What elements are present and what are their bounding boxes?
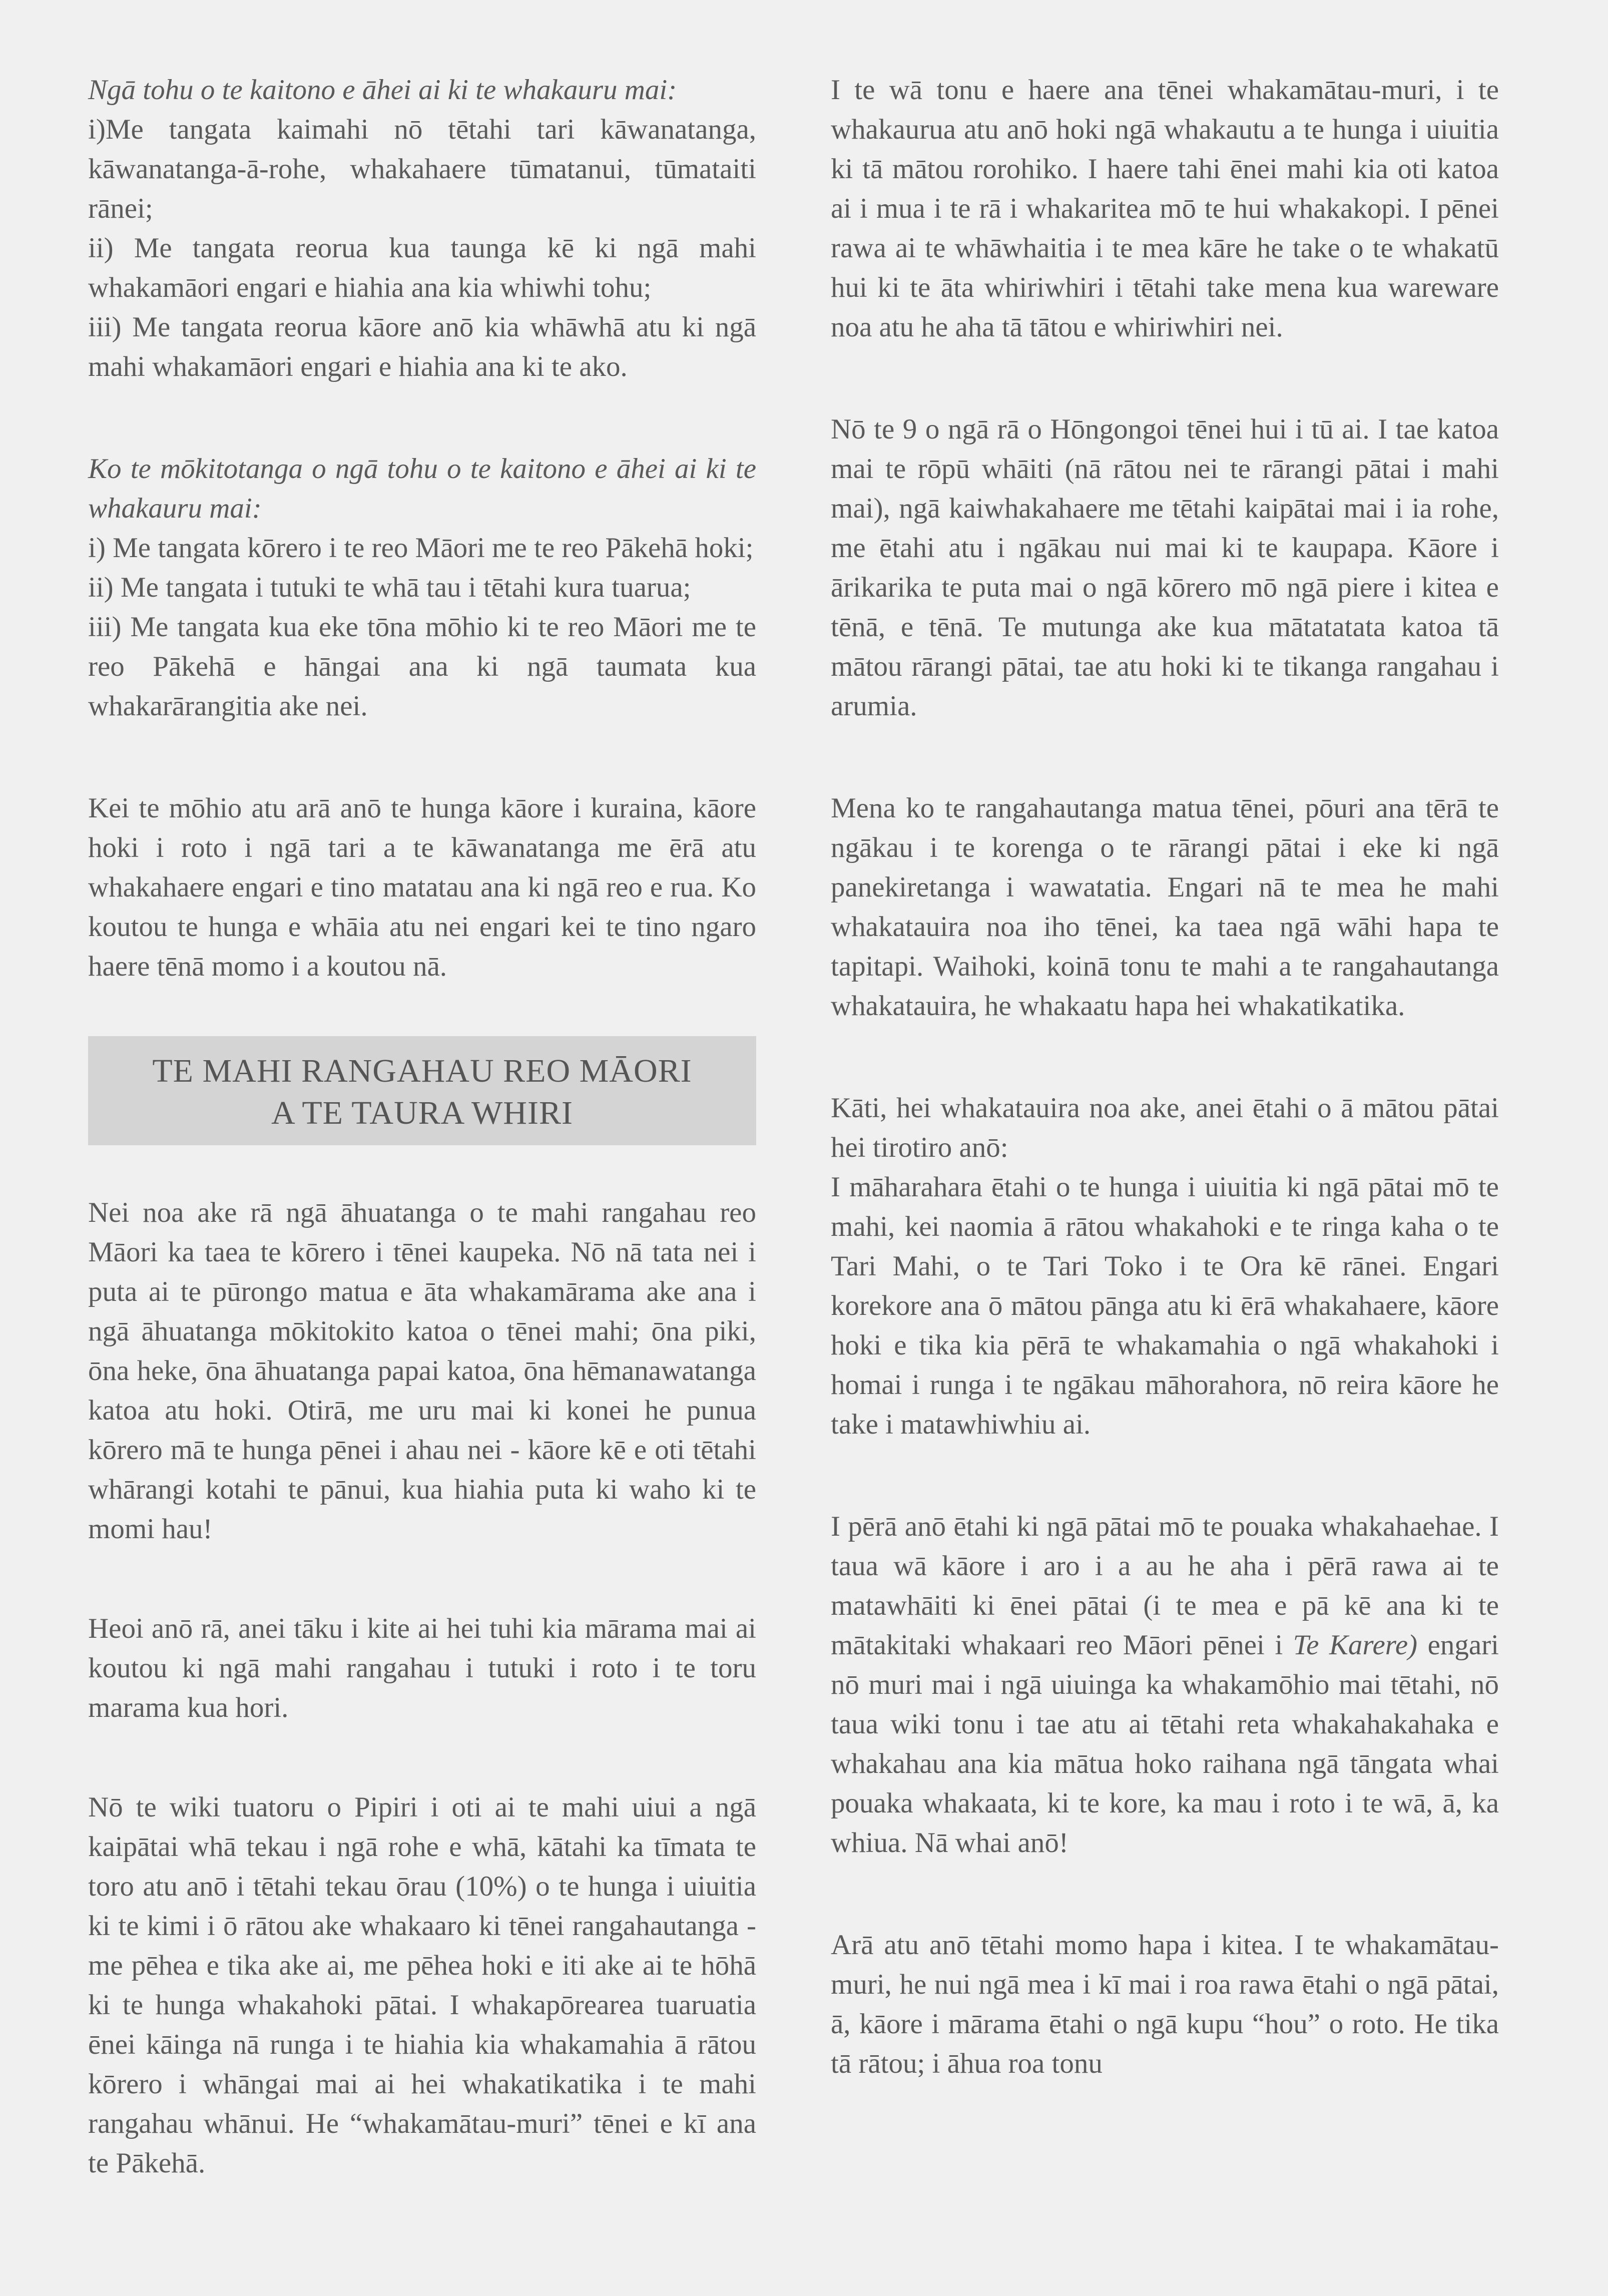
paragraph-text: engari nō muri mai i ngā uiuinga ka whakamōhio mai tētahi, nō taua wiki tonu i tae atu ai tētahi reta whakahakahaka e whakahau ana kia mātua hoko raihana ngā tāngata whai pouaka whakaata, ki te kore, ka mau i roto i te wā, ā, ka whiua. Nā whai anō! xyxy=(831,1629,1499,1859)
detailed-criteria-heading: Ko te mōkitotanga o ngā tohu o te kaitono e āhei ai ki te whakauru mai: xyxy=(88,453,756,524)
criteria-item-3: iii) Me tangata reorua kāore anō kia whāwhā atu ki ngā mahi whakamāori engari e hiahia ana ki te ako. xyxy=(88,311,756,382)
section-heading xyxy=(88,1036,756,1145)
paragraph: Kei te mōhio atu arā anō te hunga kāore i kuraina, kāore hoki i roto i ngā tari a te kāwanatanga me ērā atu whakahaere engari e tino matatau ana ki ngā reo e rua. Ko koutou te hunga e whāia atu nei engari kei te tino ngaro haere tēnā momo i a koutou nā. xyxy=(88,792,756,982)
paragraph: Arā atu anō tētahi momo hapa i kitea. I te whakamātau-muri, he nui ngā mea i kī mai i roa rawa ētahi o ngā pātai, ā, kāore i mārama ētahi o ngā kupu “hou” o roto. He tika tā rātou; i āhua roa tonu xyxy=(831,1929,1499,2079)
section-heading-line-1: TE MAHI RANGAHAU REO MĀORI xyxy=(152,1053,692,1089)
paragraph: I te wā tonu e haere ana tēnei whakamātau-muri, i te whakaurua atu anō hoki ngā whakautu a te hunga i uiuitia ki tā mātou rorohiko. I haere tahi ēnei mahi kia oti katoa ai i mua i te rā i whakaritea mō te hui whakakopi. I pēnei rawa ai te whāwhaitia i te mea kāre he take o te whakatū hui ki te āta whiriwhiri i tētahi take mena kua wareware noa atu he aha tā tātou e whiriwhiri nei. xyxy=(831,74,1499,343)
criteria-item-1: i)Me tangata kaimahi nō tētahi tari kāwanatanga, kāwanatanga-ā-rohe, whakahaere tūmatanui, tūmataiti rānei; xyxy=(88,114,756,224)
right-column xyxy=(831,70,1499,2083)
detailed-criteria-item-3: iii) Me tangata kua eke tōna mōhio ki te reo Māori me te reo Pākehā e hāngai ana ki ngā taumata kua whakarārangitia ake nei. xyxy=(88,611,756,722)
paragraph: Mena ko te rangahautanga matua tēnei, pōuri ana tērā te ngākau i te korenga o te rārangi pātai i eke ki ngā panekiretanga i wawatatia. Engari nā te mea he mahi whakatauira noa iho tēnei, ka taea ngā wāhi hapa te tapitapi. Waihoki, koinā tonu te mahi a te rangahautanga whakatauira, he whakaatu hapa hei whakatikatika. xyxy=(831,792,1499,1022)
detailed-criteria-item-1: i) Me tangata kōrero i te reo Māori me te reo Pākehā hoki; xyxy=(88,532,754,564)
paragraph: Nei noa ake rā ngā āhuatanga o te mahi rangahau reo Māori ka taea te kōrero i tēnei kaupeka. Nō nā tata nei i puta ai te pūrongo matua e āta whakamārama ake ana i ngā āhuatanga mōkitokito katoa o tēnei mahi; ōna piki, ōna heke, ōna āhuatanga papai katoa, ōna hēmanawatanga katoa atu hoki. Otirā, me uru mai ki konei he punua kōrero mā te hunga pēnei i ahau nei - kāore kē e oti tētahi whārangi kotahi te pānui, kua hiahia puta ki waho ki te momi hau! xyxy=(88,1197,756,1545)
applicant-criteria-section xyxy=(88,70,756,386)
paragraph-text: I pērā anō ētahi ki ngā pātai mō te pouaka whakahaehae. I taua wā kāore i aro i a au he aha i pērā rawa ai te matawhāiti ki ēnei pātai (i te mea e pā kē ana ki te mātakitaki whakaari reo Māori pēnei i xyxy=(831,1511,1499,1661)
programme-title: Te Karere) xyxy=(1293,1629,1418,1661)
paragraph: Heoi anō rā, anei tāku i kite ai hei tuhi kia mārama mai ai koutou ki ngā mahi rangahau i tutuki i roto i te toru marama kua hori. xyxy=(88,1613,756,1723)
detailed-criteria-section xyxy=(88,449,756,726)
paragraph: Nō te wiki tuatoru o Pipiri i oti ai te mahi uiui a ngā kaipātai whā tekau i ngā rohe e whā, kātahi ka tīmata te toro atu anō i tētahi tekau ōrau (10%) o te hunga i uiuitia ki te kimi i ō rātou ake whakaaro ki tēnei rangahautanga - me pēhea e tika ake ai, me pēhea hoki e iti ake ai te hōhā ki te hunga whakahoki pātai. I whakapōrearea tuaruatia ēnei kāinga nā runga i te hiahia kia whakamahia ā rātou kōrero i whāngai mai ai hei whakatikatika i te mahi rangahau whānui. He “whakamātau-muri” tēnei e kī ana te Pākehā. xyxy=(88,1791,756,2179)
examples-section xyxy=(831,1088,1499,1444)
examples-body: I māharahara ētahi o te hunga i uiuitia ki ngā pātai mō te mahi, kei naomia ā rātou whakahoki e te ringa kaha o te Tari Mahi, o te Tari Toko i te Ora kē rānei. Engari korekore ana ō mātou pānga atu ki ērā whakahaere, kāore hoki e tika kia pērā te whakamahia o ngā whakahoki i homai i runga i te ngākau māhorahora, nō reira kāore he take i matawhiwhiu ai. xyxy=(831,1171,1499,1440)
criteria-heading: Ngā tohu o te kaitono e āhei ai ki te whakauru mai: xyxy=(88,74,677,106)
section-heading-line-2: A TE TAURA WHIRI xyxy=(271,1095,573,1131)
criteria-item-2: ii) Me tangata reorua kua taunga kē ki ngā mahi whakamāori engari e hiahia ana kia whiwhi tohu; xyxy=(88,232,756,303)
left-column xyxy=(88,70,756,2183)
paragraph: Nō te 9 o ngā rā o Hōngongoi tēnei hui i tū ai. I tae katoa mai te rōpū whāiti (nā rātou nei te rārangi pātai i mahi mai), ngā kaiwhakahaere me tētahi kaipātai mai i ia rohe, me ētahi atu i ngākau nui mai ki te kaupapa. Kāore i ārikarika te puta mai o ngā kōrero mō ngā piere i kitea e tēnā, e tēnā. Te mutunga ake kua mātatatata katoa tā mātou rārangi pātai, tae atu hoki ki te tikanga rangahau i arumia. xyxy=(831,413,1499,722)
examples-intro: Kāti, hei whakatauira noa ake, anei ētahi o ā mātou pātai hei tirotiro anō: xyxy=(831,1092,1499,1163)
paragraph xyxy=(831,1507,1499,1863)
detailed-criteria-item-2: ii) Me tangata i tutuki te whā tau i tētahi kura tuarua; xyxy=(88,572,691,603)
